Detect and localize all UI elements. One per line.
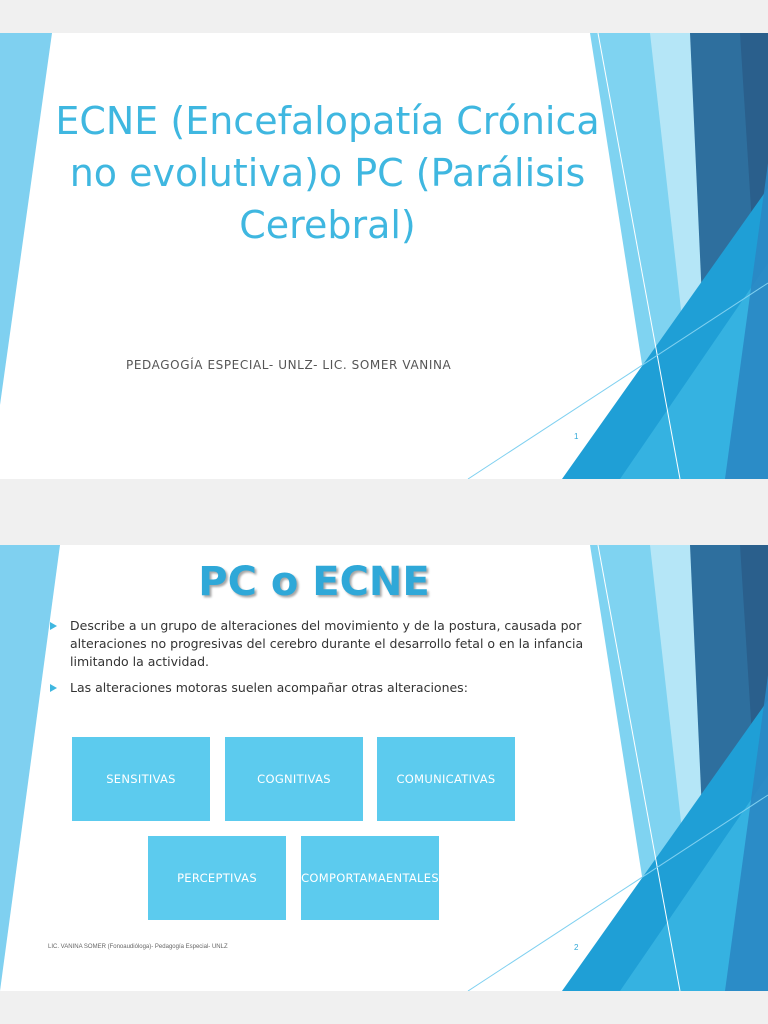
slide-1 — [0, 33, 768, 479]
bullet-text: Las alteraciones motoras suelen acompañar otras alteraciones: — [70, 680, 468, 695]
slide-2-title: PC o ECNE — [198, 559, 430, 605]
slide-2 — [0, 545, 768, 991]
triangle-bullet-icon — [50, 684, 57, 692]
slide-2-footer: LIC. VANINA SOMER (Fonoaudióloga)- Pedagogía Especial- UNLZ — [48, 944, 228, 950]
bullet-item — [48, 617, 588, 671]
slide-1-title: ECNE (Encefalopatía Crónica no evolutiva)o PC (Parálisis Cerebral) — [55, 99, 600, 247]
box-perceptivas: PERCEPTIVAS — [148, 836, 286, 920]
box-cognitivas: COGNITIVAS — [225, 737, 363, 821]
slide-2-page-number: 2 — [574, 943, 579, 952]
box-comunicativas: COMUNICATIVAS — [377, 737, 515, 821]
bullet-list — [48, 617, 588, 705]
left-accent-shape — [0, 545, 60, 991]
triangle-bullet-icon — [50, 622, 57, 630]
box-comportamentales: COMPORTAMAENTALES — [301, 836, 439, 920]
bullet-item — [48, 679, 588, 697]
bullet-text: Describe a un grupo de alteraciones del movimiento y de la postura, causada por alteraciones no progresivas del cerebro durante el desarrollo fetal o en la infancia limitando la actividad. — [70, 618, 584, 669]
slide-1-page-number: 1 — [574, 432, 579, 441]
slide-1-subtitle: PEDAGOGÍA ESPECIAL- UNLZ- LIC. SOMER VANINA — [126, 358, 452, 372]
box-sensitivas: SENSITIVAS — [72, 737, 210, 821]
